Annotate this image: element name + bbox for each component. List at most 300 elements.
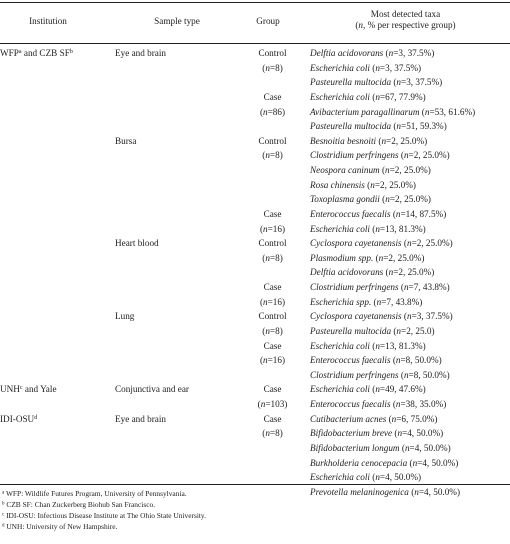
group-label: Control xyxy=(258,48,287,58)
taxon-count-prefix: (n xyxy=(391,77,402,88)
footnote-text: WFP: Wildlife Futures Program, University of Pennsylvania. xyxy=(4,489,187,498)
taxon-name: Enterococcus faecalis xyxy=(310,208,391,219)
sample-type-cell xyxy=(115,90,235,105)
table-row xyxy=(0,207,510,222)
group-cell xyxy=(235,178,310,193)
group-cell xyxy=(235,441,310,456)
taxon-count-value: =2, 25.0%) xyxy=(411,238,453,249)
header-taxa-line2 xyxy=(318,20,493,31)
taxon-count-value: =4, 50.0%) xyxy=(418,486,461,497)
group-label: Control xyxy=(258,135,287,146)
group-cell xyxy=(235,265,310,280)
table-row xyxy=(0,353,510,368)
sample-type-cell xyxy=(115,382,235,397)
group-cell xyxy=(235,456,310,471)
institution-cell xyxy=(0,368,115,383)
sample-type-cell xyxy=(115,105,235,120)
table-row xyxy=(0,222,510,237)
taxon-name: Cyclospora cayetanensis xyxy=(310,311,402,322)
sample-type-cell xyxy=(115,163,235,178)
institution-cell xyxy=(0,119,115,134)
table-row xyxy=(0,324,510,339)
institution-name: IDI-OSU xyxy=(0,413,35,424)
footnote-mark: b xyxy=(2,501,5,507)
taxon-name: Delftia acidovorans xyxy=(310,267,384,278)
institution-cell xyxy=(0,46,115,61)
taxon-count-prefix: (n xyxy=(398,369,409,380)
taxon-count-prefix: (n xyxy=(398,150,409,161)
table-row xyxy=(0,339,510,354)
table-row xyxy=(0,441,510,456)
group-label: Case xyxy=(263,384,282,395)
group-cell xyxy=(235,134,310,149)
table-row xyxy=(0,412,510,427)
taxon-count-prefix: (n xyxy=(373,252,384,263)
taxon-count-value: =14, 87.5%) xyxy=(400,208,447,219)
table-row xyxy=(0,280,510,295)
sample-type-cell xyxy=(115,119,235,134)
institution-cell xyxy=(0,412,115,427)
taxon-count-value: =3, 37.5%) xyxy=(393,48,435,58)
group-cell xyxy=(235,236,310,251)
taxon-count-prefix: (n xyxy=(398,282,409,292)
group-size-value: 103 xyxy=(270,399,285,409)
sample-type-cell xyxy=(115,412,235,427)
institution-footnote-mark: d xyxy=(34,414,38,421)
group-cell xyxy=(235,412,310,427)
taxon-name: Cutibacterium acnes xyxy=(310,413,387,424)
footnote-mark: d xyxy=(2,523,5,529)
taxon-count-prefix: (n xyxy=(392,428,403,439)
taxon-count-prefix: (n xyxy=(369,384,380,395)
taxon-cell xyxy=(310,470,510,485)
taxon-count-value: =2, 25.0) xyxy=(401,325,435,336)
header-taxa-rest: , % per respective group) xyxy=(363,20,456,30)
institution-cell xyxy=(0,236,115,251)
table-row xyxy=(0,295,510,310)
sample-type-cell xyxy=(115,207,235,222)
institution-cell xyxy=(0,178,115,193)
table-row xyxy=(0,309,510,324)
taxon-count-prefix: (n xyxy=(401,311,412,322)
table-row xyxy=(0,192,510,207)
taxon-cell xyxy=(310,61,510,76)
taxon-count-value: =7, 43.8%) xyxy=(381,296,423,307)
group-size: (n=8) xyxy=(262,252,283,263)
group-size-value: 8 xyxy=(275,150,280,161)
group-label: Case xyxy=(263,282,282,292)
group-cell xyxy=(235,90,310,105)
group-size-value: 16 xyxy=(272,355,282,366)
taxon-name: Enterococcus faecalis xyxy=(310,399,391,409)
taxon-cell xyxy=(310,265,510,280)
taxon-name: Escherichia coli xyxy=(310,62,370,73)
institution-cell xyxy=(0,382,115,397)
taxon-count-prefix: (n xyxy=(408,486,419,497)
taxon-count-prefix: (n xyxy=(401,238,412,249)
group-size: (n=16) xyxy=(259,355,286,366)
group-size: (n=8) xyxy=(262,428,283,439)
group-cell xyxy=(235,295,310,310)
group-label: Case xyxy=(263,340,282,351)
taxon-name: Cyclospora cayetanensis xyxy=(310,238,402,249)
taxon-name: Bifidobacterium breve xyxy=(310,428,393,439)
institution-cell xyxy=(0,456,115,471)
group-size: (n=16) xyxy=(259,223,286,234)
sample-type-cell xyxy=(115,353,235,368)
institution-cell xyxy=(0,163,115,178)
taxa-table-body xyxy=(0,46,510,499)
institution-footnote-mark: c xyxy=(19,385,23,392)
header-group: Group xyxy=(256,16,280,26)
taxon-count-value: =3, 37.5%) xyxy=(401,77,443,88)
sample-type-cell xyxy=(115,265,235,280)
taxon-cell xyxy=(310,368,510,383)
taxon-count-value: =4, 50.0%) xyxy=(402,428,444,439)
sample-type-cell xyxy=(115,178,235,193)
group-cell xyxy=(235,280,310,295)
sample-type-text: Bursa xyxy=(115,135,137,146)
group-size-value: 16 xyxy=(272,223,282,234)
taxon-cell xyxy=(310,339,510,354)
taxon-count-value: =51, 59.3%) xyxy=(401,121,447,132)
taxon-count-prefix: (n xyxy=(390,355,401,366)
sample-type-text: Heart blood xyxy=(115,238,159,249)
taxon-count-value: =38, 35.0%) xyxy=(400,399,447,409)
institution-cell xyxy=(0,295,115,310)
taxon-count-prefix: (n xyxy=(386,413,397,424)
taxon-cell xyxy=(310,119,510,134)
group-cell xyxy=(235,368,310,383)
table-row xyxy=(0,105,510,120)
group-size-value: 16 xyxy=(272,296,282,307)
taxon-cell xyxy=(310,192,510,207)
taxon-name: Escherichia coli xyxy=(310,472,370,483)
group-cell xyxy=(235,192,310,207)
header-taxa-n: n xyxy=(358,20,364,30)
sample-type-text: Conjunctiva and ear xyxy=(115,384,189,395)
taxon-cell xyxy=(310,75,510,90)
taxon-cell xyxy=(310,353,510,368)
sample-type-cell xyxy=(115,192,235,207)
group-size: (n=8) xyxy=(262,325,283,336)
group-cell xyxy=(235,251,310,266)
taxon-count-value: =3, 37.5%) xyxy=(379,62,422,73)
group-cell xyxy=(235,485,310,500)
taxon-count-value: =2, 25.0%) xyxy=(374,179,416,190)
sample-type-cell xyxy=(115,46,235,61)
group-cell xyxy=(235,61,310,76)
sample-type-cell xyxy=(115,75,235,90)
institution-cell xyxy=(0,105,115,120)
taxon-count-value: =13, 81.3%) xyxy=(379,223,426,234)
taxon-cell xyxy=(310,148,510,163)
taxon-count-value: =49, 47.6%) xyxy=(379,384,426,395)
taxon-count-prefix: (n xyxy=(371,296,382,307)
taxon-name: Clostridium perfringens xyxy=(310,282,399,292)
taxon-count-prefix: (n xyxy=(364,179,375,190)
sample-type-cell xyxy=(115,222,235,237)
taxon-count-value: =4, 50.0%) xyxy=(379,472,422,483)
group-size-value: 8 xyxy=(275,252,280,263)
taxon-name: Enterococcus faecalis xyxy=(310,355,391,366)
taxon-count-prefix: (n xyxy=(369,91,380,102)
taxon-count-value: =6, 75.0%) xyxy=(396,413,438,424)
taxon-cell xyxy=(310,207,510,222)
sample-type-cell xyxy=(115,148,235,163)
table-row xyxy=(0,163,510,178)
table-row xyxy=(0,75,510,90)
taxon-count-value: =3, 37.5%) xyxy=(411,311,453,322)
taxon-count-value: =2, 25.0%) xyxy=(408,150,450,161)
group-cell xyxy=(235,353,310,368)
institution-cell xyxy=(0,339,115,354)
header-most-detected-taxa xyxy=(318,9,493,31)
taxon-name: Escherichia coli xyxy=(310,223,370,234)
taxon-name: Toxoplasma gondii xyxy=(310,194,380,205)
table-row xyxy=(0,90,510,105)
group-cell xyxy=(235,339,310,354)
table-row xyxy=(0,456,510,471)
institution-cell xyxy=(0,426,115,441)
group-label: Case xyxy=(263,413,282,424)
footnote-b xyxy=(2,500,155,510)
taxon-name: Bifidobacterium longum xyxy=(310,442,400,453)
footnote-d xyxy=(2,522,117,532)
taxon-cell xyxy=(310,178,510,193)
taxon-cell xyxy=(310,280,510,295)
institution-cell xyxy=(0,353,115,368)
taxon-cell xyxy=(310,90,510,105)
sample-type-cell xyxy=(115,324,235,339)
taxon-cell xyxy=(310,46,510,61)
taxon-cell xyxy=(310,236,510,251)
taxon-cell xyxy=(310,441,510,456)
taxon-cell xyxy=(310,105,510,120)
institution-cell xyxy=(0,441,115,456)
group-cell xyxy=(235,75,310,90)
institution-cell xyxy=(0,397,115,412)
taxon-name: Pasteurella multocida xyxy=(310,77,392,88)
group-cell xyxy=(235,222,310,237)
taxon-count-value: =4, 50.0%) xyxy=(417,457,459,468)
taxon-cell xyxy=(310,222,510,237)
group-size: (n=8) xyxy=(262,150,283,161)
taxon-count-value: =8, 50.0%) xyxy=(400,355,442,366)
institution-cell xyxy=(0,192,115,207)
group-size-value: 8 xyxy=(275,62,280,73)
table-row xyxy=(0,470,510,485)
group-size: (n=16) xyxy=(259,296,286,307)
sample-type-cell xyxy=(115,61,235,76)
taxon-cell xyxy=(310,134,510,149)
group-cell xyxy=(235,119,310,134)
taxon-count-prefix: (n xyxy=(369,62,380,73)
taxon-count-prefix: (n xyxy=(391,121,402,132)
institution-cell xyxy=(0,75,115,90)
sample-type-cell xyxy=(115,426,235,441)
taxon-name: Pasteurella multocida xyxy=(310,325,392,336)
group-label: Case xyxy=(263,91,282,102)
taxon-cell xyxy=(310,456,510,471)
taxon-count-prefix: (n xyxy=(399,442,410,453)
taxon-count-prefix: (n xyxy=(369,340,380,351)
group-label: Control xyxy=(258,238,287,249)
sample-type-cell xyxy=(115,280,235,295)
institution-name-cont: and CZB SF xyxy=(21,48,70,58)
taxon-cell xyxy=(310,397,510,412)
sample-type-cell xyxy=(115,339,235,354)
taxon-count-value: =2, 25.0%) xyxy=(386,135,428,146)
institution-cell xyxy=(0,309,115,324)
taxon-count-prefix: (n xyxy=(383,48,394,58)
table-row xyxy=(0,251,510,266)
header-taxa-line1: Most detected taxa xyxy=(370,9,441,19)
taxon-name: Escherichia spp. xyxy=(310,296,372,307)
taxon-count-value: =2, 25.0%) xyxy=(389,165,431,175)
institution-cell xyxy=(0,90,115,105)
group-size-value: 8 xyxy=(275,428,280,439)
group-cell xyxy=(235,324,310,339)
taxon-count-prefix: (n xyxy=(383,267,394,278)
sample-type-text: Eye and brain xyxy=(115,413,167,424)
taxon-count-value: =67, 77.9%) xyxy=(379,91,426,102)
table-row xyxy=(0,368,510,383)
taxon-cell xyxy=(310,163,510,178)
table-row xyxy=(0,426,510,441)
footnote-text: CZB SF: Chan Zuckerberg Biohub San Francisco. xyxy=(4,500,156,509)
group-cell xyxy=(235,46,310,61)
group-cell xyxy=(235,397,310,412)
sample-type-cell xyxy=(115,397,235,412)
taxon-cell xyxy=(310,251,510,266)
sample-type-cell xyxy=(115,456,235,471)
sample-type-cell xyxy=(115,470,235,485)
taxon-count-value: =53, 61.6%) xyxy=(429,106,476,117)
institution-cell xyxy=(0,265,115,280)
sample-type-text: Lung xyxy=(115,311,135,322)
taxon-count-prefix: (n xyxy=(407,457,418,468)
group-label: Case xyxy=(263,208,282,219)
group-cell xyxy=(235,148,310,163)
taxon-name: Plasmodium spp. xyxy=(310,252,374,263)
institution-footnote-mark: a xyxy=(18,49,22,55)
sample-type-cell xyxy=(115,295,235,310)
table-row xyxy=(0,119,510,134)
taxon-cell xyxy=(310,412,510,427)
taxon-name: Delftia acidovorans xyxy=(310,48,384,58)
footnote-text: UNH: University of New Hampshire. xyxy=(4,522,118,531)
institution-cell xyxy=(0,324,115,339)
table-row xyxy=(0,265,510,280)
institution-cell xyxy=(0,470,115,485)
institution-name-cont: and Yale xyxy=(22,384,57,395)
header-institution: Institution xyxy=(29,16,67,26)
group-cell xyxy=(235,163,310,178)
header-taxa-open-paren: ( xyxy=(355,20,359,30)
taxon-count-value: =7, 43.8%) xyxy=(408,282,450,292)
table-row xyxy=(0,178,510,193)
table-top-rule xyxy=(0,2,510,3)
footnote-mark: a xyxy=(2,490,5,496)
group-cell xyxy=(235,207,310,222)
taxon-count-value: =2, 25.0%) xyxy=(393,267,435,278)
taxon-cell xyxy=(310,485,510,500)
table-row xyxy=(0,134,510,149)
table-row xyxy=(0,397,510,412)
taxon-name: Rosa chinensis xyxy=(310,179,365,190)
footnote-c xyxy=(2,511,206,521)
sample-type-cell xyxy=(115,236,235,251)
group-cell xyxy=(235,309,310,324)
taxon-count-prefix: (n xyxy=(369,223,380,234)
group-size: (n=103) xyxy=(257,399,288,409)
group-label: Control xyxy=(258,311,287,322)
sample-type-cell xyxy=(115,368,235,383)
table-bottom-rule xyxy=(0,484,510,485)
institution-cell xyxy=(0,134,115,149)
taxon-count-prefix: (n xyxy=(419,106,430,117)
taxon-count-prefix: (n xyxy=(390,208,401,219)
taxon-name: Escherichia coli xyxy=(310,384,370,395)
taxon-count-value: =8, 50.0%) xyxy=(408,369,450,380)
table-row xyxy=(0,148,510,163)
taxon-count-prefix: (n xyxy=(369,472,380,483)
institution-cell xyxy=(0,251,115,266)
taxon-name: Avibacterium paragallinarum xyxy=(310,106,420,117)
table-row xyxy=(0,46,510,61)
taxon-name: Burkholderia cenocepacia xyxy=(310,457,408,468)
taxon-count-prefix: (n xyxy=(390,399,401,409)
institution-cell xyxy=(0,207,115,222)
group-cell xyxy=(235,426,310,441)
group-size: (n=8) xyxy=(262,62,283,73)
table-row xyxy=(0,61,510,76)
group-size-value: 8 xyxy=(275,325,280,336)
taxon-cell xyxy=(310,309,510,324)
institution-footnote-mark-2: b xyxy=(69,49,73,55)
group-cell xyxy=(235,105,310,120)
sample-type-text: Eye and brain xyxy=(115,48,167,58)
taxon-name: Clostridium perfringens xyxy=(310,369,399,380)
group-cell xyxy=(235,470,310,485)
institution-cell xyxy=(0,61,115,76)
group-size-value: 86 xyxy=(272,106,282,117)
sample-type-cell xyxy=(115,251,235,266)
taxon-cell xyxy=(310,324,510,339)
taxon-name: Clostridium perfringens xyxy=(310,150,399,161)
sample-type-cell xyxy=(115,441,235,456)
taxon-count-value: =2, 25.0%) xyxy=(389,194,431,205)
taxon-name: Escherichia coli xyxy=(310,91,370,102)
group-size: (n=86) xyxy=(259,106,286,117)
taxon-count-prefix: (n xyxy=(379,165,390,175)
sample-type-cell xyxy=(115,134,235,149)
taxon-count-prefix: (n xyxy=(379,194,390,205)
taxon-cell xyxy=(310,426,510,441)
footnote-a xyxy=(2,489,187,499)
table-row xyxy=(0,382,510,397)
institution-name: WFP xyxy=(0,48,19,58)
taxon-count-prefix: (n xyxy=(391,325,402,336)
header-sample-type: Sample type xyxy=(154,16,200,26)
taxon-count-prefix: (n xyxy=(376,135,387,146)
footnote-text: IDI-OSU: Infectious Disease Institute at The Ohio State University. xyxy=(4,511,206,520)
taxon-cell xyxy=(310,295,510,310)
taxon-count-value: =13, 81.3%) xyxy=(379,340,426,351)
institution-cell xyxy=(0,148,115,163)
institution-cell xyxy=(0,280,115,295)
